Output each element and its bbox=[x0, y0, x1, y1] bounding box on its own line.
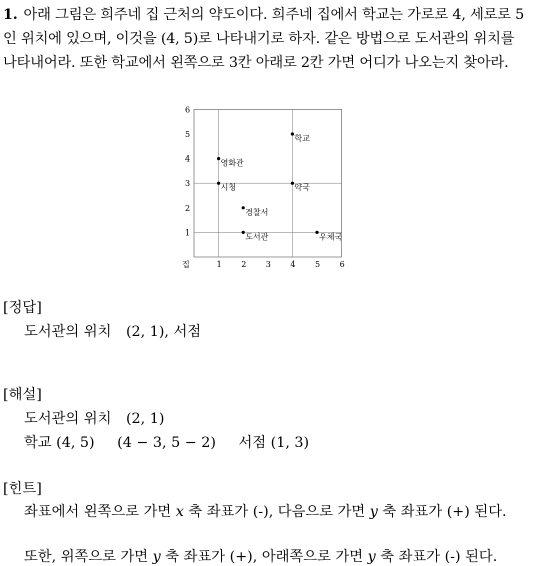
answer-place: 서점 bbox=[173, 324, 202, 340]
place-label: 경찰서 bbox=[245, 207, 269, 217]
x-tick-label: 2 bbox=[241, 260, 247, 269]
hint-paragraph-2 bbox=[24, 546, 497, 566]
answer-coord: (2, 1), bbox=[125, 324, 169, 340]
x-tick-label: 6 bbox=[339, 260, 345, 269]
answer-line bbox=[24, 321, 201, 341]
explanation-coord-2: (4, 5) bbox=[56, 435, 95, 451]
problem-statement bbox=[3, 3, 530, 75]
place-label: 도서관 bbox=[245, 232, 269, 242]
y-tick-label: 3 bbox=[185, 179, 191, 189]
explanation-coord-1: (2, 1) bbox=[125, 411, 165, 427]
place-label: 학교 bbox=[294, 134, 310, 143]
explanation-label-1: 도서관의 위치 bbox=[24, 411, 112, 427]
hint-text: 축 좌표가 (+) 된다. bbox=[382, 504, 507, 520]
answer-label: 도서관의 위치 bbox=[24, 324, 112, 340]
hint-text: 축 좌표가 (+), 아래쪽으로 가면 bbox=[165, 549, 364, 565]
explanation-label-2: 학교 bbox=[24, 435, 52, 451]
hint-var: y bbox=[152, 549, 161, 565]
hint-text: 축 좌표가 (-) 된다. bbox=[380, 549, 498, 565]
explanation-line-1 bbox=[24, 408, 164, 428]
y-tick-label: 2 bbox=[185, 203, 191, 213]
y-tick-label: 4 bbox=[185, 154, 191, 164]
hint-paragraph-1 bbox=[3, 500, 530, 524]
x-tick-label: 1 bbox=[216, 260, 222, 269]
hint-header: [힌트] bbox=[3, 481, 42, 497]
place-label: 약국 bbox=[294, 183, 310, 193]
problem-text: 아래 그림은 희주네 집 근처의 약도이다. 희주네 집에서 학교는 가로로 4, 세로로 5인 위치에 있으며, 이것을 (4, 5)로 나타내기로 하자. 같은 방법으로 도서관의 위치를 나타내어라. 또한 학교에서 왼쪽으로 3칸 아래로 2칸 가면 어디가 나오는지 찾아라. bbox=[3, 7, 525, 71]
x-tick-label: 4 bbox=[290, 260, 296, 269]
hint-text: 축 좌표가 (-), 다음으로 가면 bbox=[188, 504, 366, 520]
hint-text: 좌표에서 왼쪽으로 가면 bbox=[24, 504, 172, 520]
hint-var: y bbox=[367, 549, 376, 565]
hint-text: 또한, 위쪽으로 가면 bbox=[24, 549, 149, 565]
answer-header: [정답] bbox=[3, 300, 42, 316]
coordinate-grid bbox=[174, 100, 354, 270]
y-tick-label: 5 bbox=[185, 130, 191, 139]
y-tick-label: 1 bbox=[185, 228, 191, 238]
place-label: 우체국 bbox=[319, 232, 343, 242]
problem-number: 1. bbox=[3, 7, 18, 23]
x-tick-label: 3 bbox=[265, 260, 271, 269]
explanation-calc: (4 − 3, 5 − 2) bbox=[117, 435, 216, 451]
y-tick-label: 6 bbox=[185, 105, 191, 115]
x-tick-label: 5 bbox=[315, 260, 321, 269]
explanation-result-label: 서점 bbox=[238, 435, 267, 451]
explanation-header: [해설] bbox=[3, 387, 42, 403]
place-label: 시청 bbox=[220, 183, 237, 193]
hint-var: y bbox=[369, 504, 378, 520]
map-figure bbox=[174, 100, 354, 270]
explanation-result: (1, 3) bbox=[270, 435, 310, 451]
explanation-line-2 bbox=[24, 432, 309, 452]
hint-var: x bbox=[175, 504, 184, 520]
origin-label: 집 bbox=[182, 260, 190, 269]
place-label: 영화관 bbox=[220, 158, 244, 168]
